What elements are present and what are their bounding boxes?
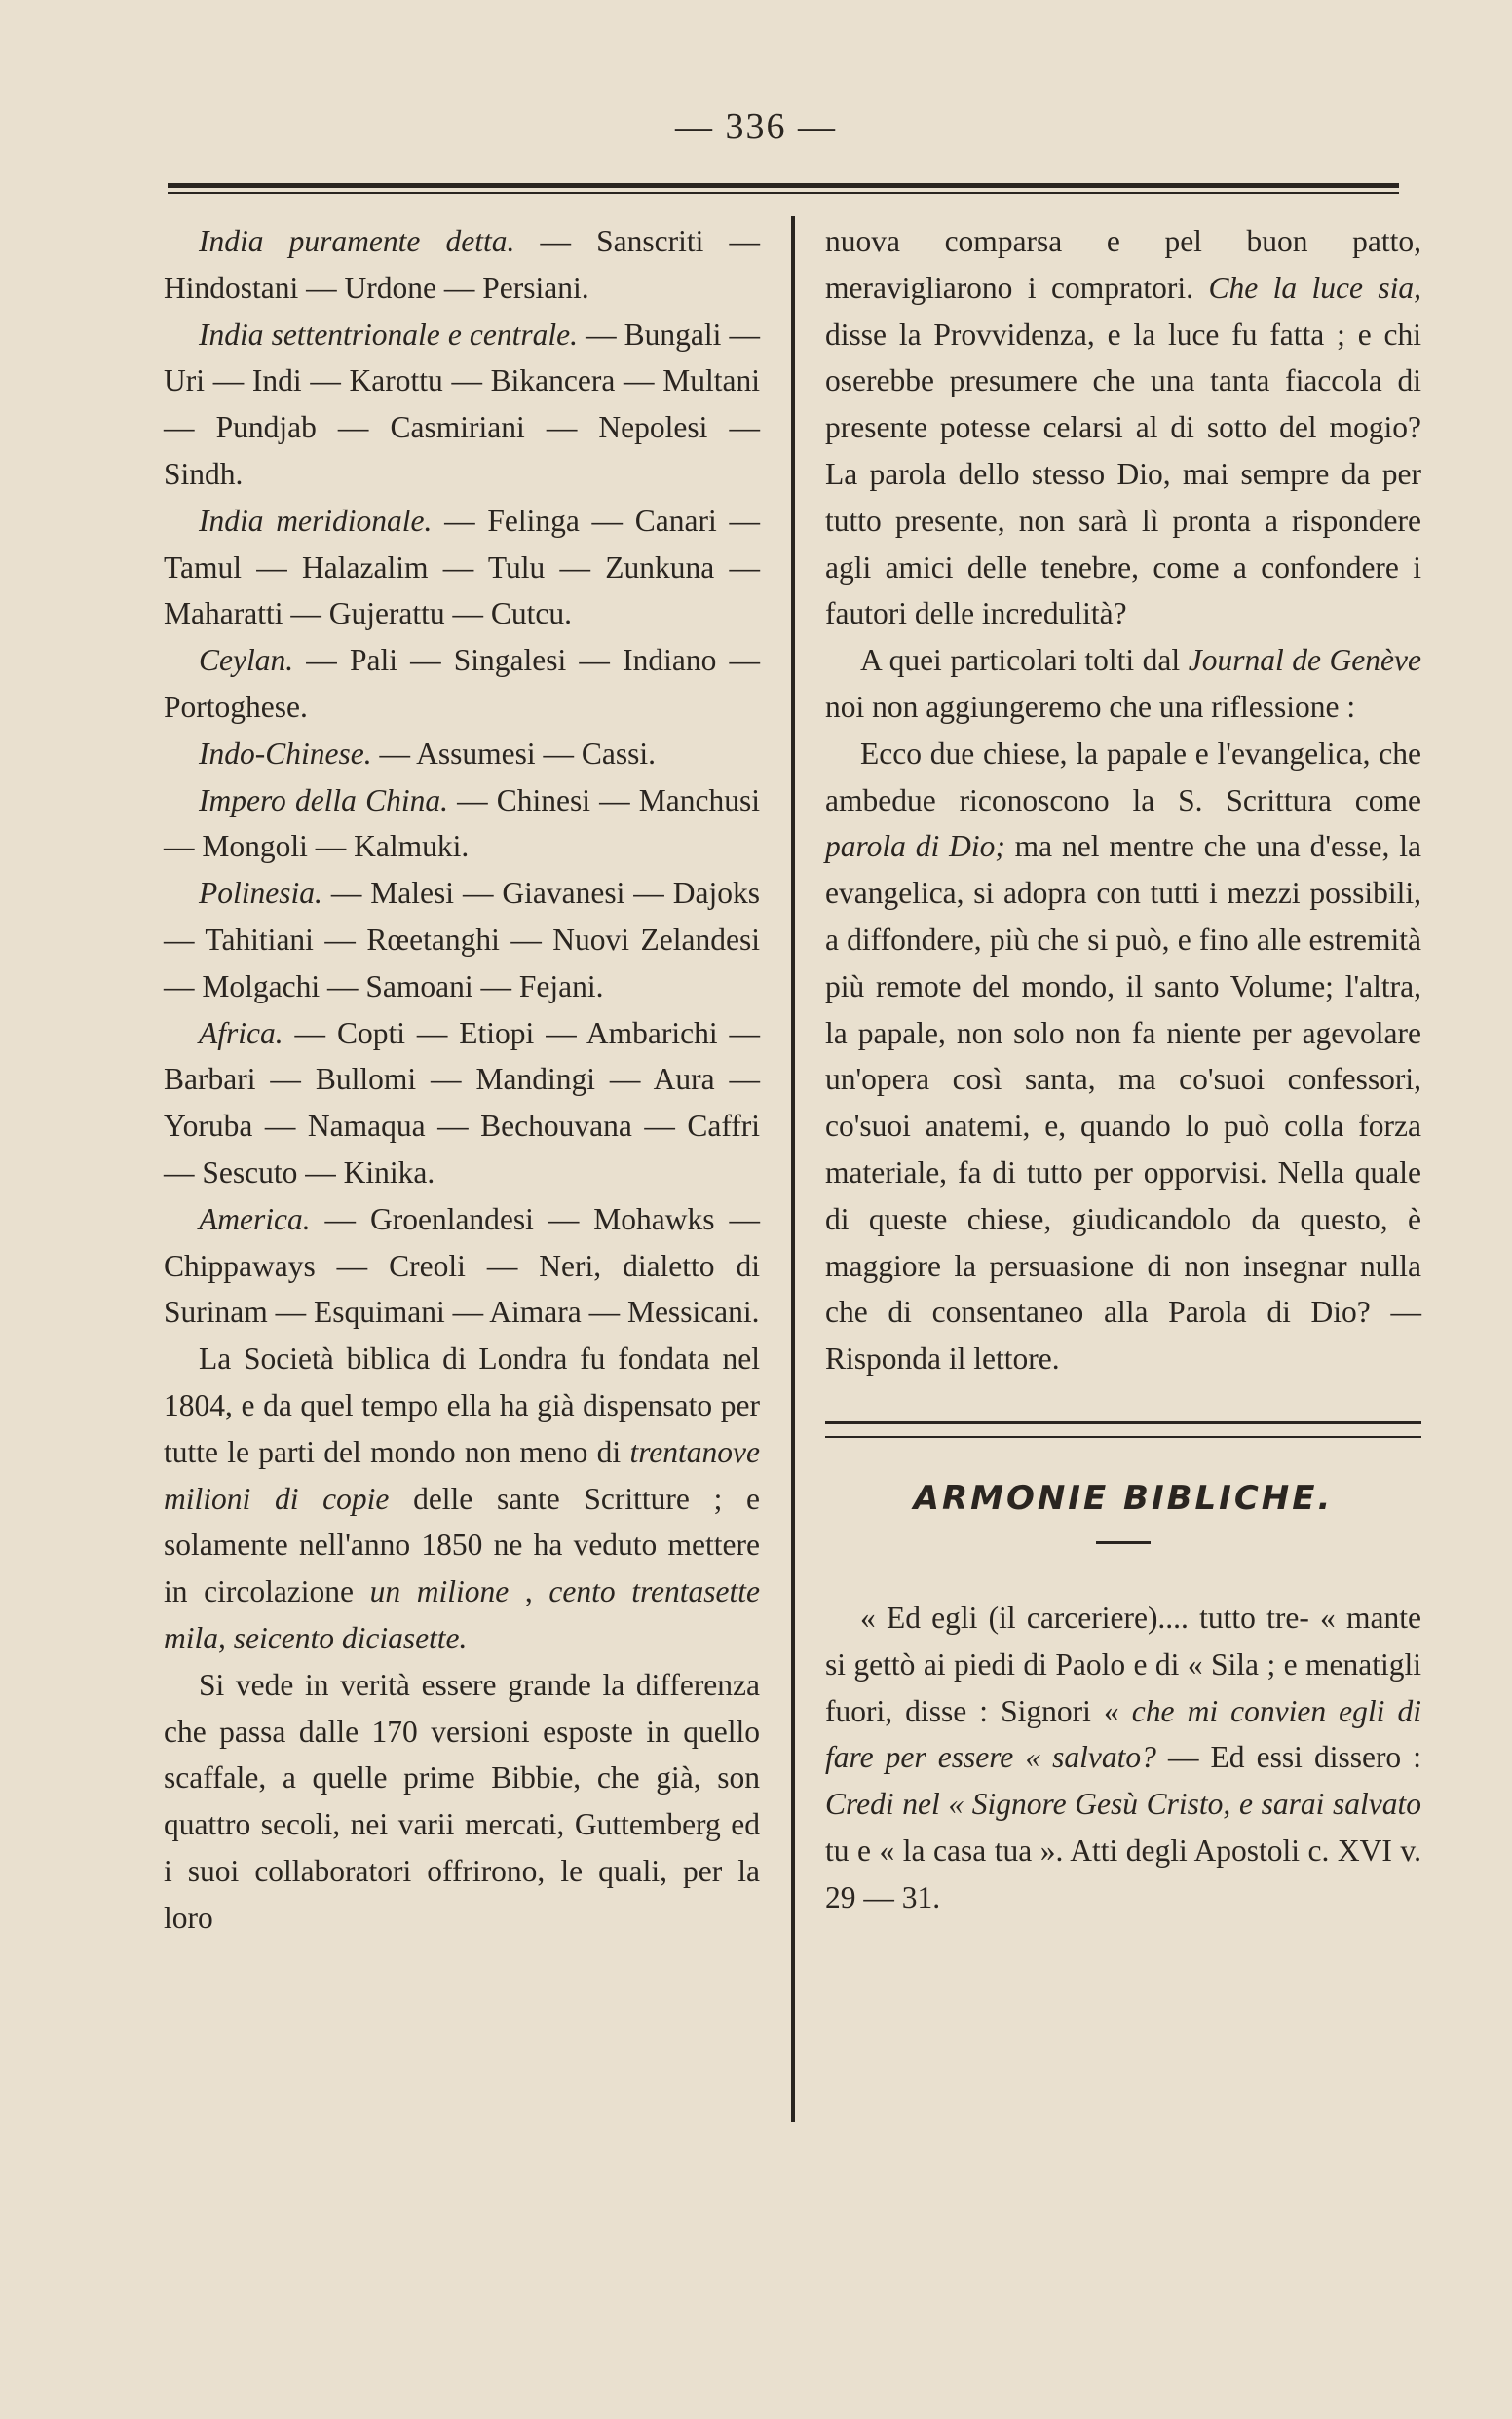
language-entry [164, 312, 760, 498]
continuation-paragraph [825, 218, 1421, 637]
language-names: — Malesi — Giavanesi — Dajoks — Tahitiani — Rœetanghi — Nuovi Zelandesi — Molgachi — Samoani — Fejani. [164, 876, 760, 1003]
churches-text-2: ma nel mentre che una d'esse, la evangelica, si adopra con tutti i mezzi possibili, a diffondere, più che si può, e fino alle estremità più remote del mondo, il santo Volume; l'altra, la papale, non solo non fa niente per agevolare un'opera così santa, ma co'suoi confessori, co'suoi anatemi, e, quando lo può colla forza materiale, fa di tutto per opporvisi. Nella quale di queste chiese, giudicandolo da questo, è maggiore la persuasione di non insegnar nulla che di consentaneo alla Parola di Dio? — Risponda il lettore. [825, 829, 1421, 1377]
left-column [164, 218, 760, 1941]
region-name: America. [199, 1201, 311, 1236]
language-entry [164, 637, 760, 731]
region-name: Indo-Chinese. [199, 736, 372, 771]
header-rule [168, 183, 1399, 188]
language-entry [164, 498, 760, 637]
language-entry [164, 731, 760, 777]
language-names: — Groenlandesi — Mohawks — Chippaways — Creoli — Neri, dialetto di Surinam — Esquimani — Aimara — Messicani. [164, 1201, 760, 1330]
quote-emphasis-2: Credi nel « Signore Gesù Cristo, e sarai salvato [825, 1787, 1421, 1822]
language-entry [164, 1196, 760, 1336]
region-name: Ceylan. [199, 643, 294, 678]
language-names: — Chinesi — Manchusi — Mongoli — Kalmuki. [164, 782, 760, 864]
region-name: India puramente detta. [199, 224, 515, 258]
churches-paragraph [825, 731, 1421, 1382]
region-name: India meridionale. [199, 503, 433, 538]
quote-paragraph [825, 1595, 1421, 1921]
language-entry [164, 1010, 760, 1196]
language-list [164, 218, 760, 1336]
language-entry [164, 218, 760, 312]
section-title: ARMONIE BIBLICHE. [913, 1478, 1334, 1518]
continuation-emphasis: Che la luce sia, [1208, 270, 1421, 305]
quote-text-1: « Ed egli (il carceriere).... tutto tre- « mante si gettò ai piedi di Paolo e di « Sila ; e menatigli fuori, disse : Signori « [825, 1600, 1421, 1728]
language-entry [164, 777, 760, 871]
language-names: — Sanscriti — Hindostani — Urdone — Persiani. [164, 224, 760, 305]
region-name: India settentrionale e centrale. [199, 317, 579, 352]
language-names: — Copti — Etiopi — Ambarichi — Barbari — Bullomi — Mandingi — Aura — Yoruba — Namaqua — Bechouvana — Caffri — Sescuto — Kinika. [164, 1015, 760, 1190]
continuation-text-2: disse la Provvidenza, e la luce fu fatta ; e chi oserebbe presumere che una tanta fiaccola di presente potesse celarsi al di sotto del mogio? La parola dello stesso Dio, mai sempre da per tutto presente, non sarà lì pronta a rispondere agli amici delle tenebre, come a confondere i fautori delle incredulità? [825, 317, 1421, 631]
quote-emphasis-1: che mi convien egli di fare per essere « salvato? [825, 1693, 1421, 1775]
region-name: Impero della China. [199, 782, 448, 817]
journal-title: Journal de Genève [1188, 643, 1421, 678]
society-paragraph [164, 1336, 760, 1662]
page-number: — 336 — [675, 106, 837, 147]
society-emphasis-3: cento trentasette mila, seicento diciasette. [164, 1574, 760, 1655]
society-emphasis-1: trentanove milioni di copie [164, 1434, 760, 1516]
language-names: — Pali — Singalesi — Indiano — Portoghese. [164, 643, 760, 724]
society-text-2: delle sante Scritture ; e solamente nell'anno 1850 ne ha veduto mettere in circolazione [164, 1481, 760, 1609]
column-divider [791, 216, 795, 2122]
journal-paragraph [825, 637, 1421, 731]
journal-text-2: noi non aggiungeremo che una riflessione : [825, 689, 1356, 724]
journal-text-1: A quei particolari tolti dal [860, 643, 1189, 678]
society-text-1: La Società biblica di Londra fu fondata nel 1804, e da quel tempo ella ha già dispensato per tutte le parti del mondo non meno di [164, 1342, 760, 1469]
title-underline [1096, 1541, 1151, 1544]
quote-text-2: — Ed essi dissero : [1155, 1740, 1422, 1775]
churches-emphasis: parola di Dio; [825, 829, 1005, 864]
language-entry [164, 870, 760, 1009]
right-column [825, 218, 1421, 1921]
language-names: — Felinga — Canari — Tamul — Halazalim — Tulu — Zunkuna — Maharatti — Gujerattu — Cutcu. [164, 503, 761, 631]
section-rule [825, 1421, 1421, 1438]
society-text-3: , [509, 1574, 549, 1609]
region-name: Polinesia. [199, 876, 322, 911]
versions-paragraph: Si vede in verità essere grande la differenza che passa dalle 170 versioni esposte in quello scaffale, a quelle prime Bibbie, che già, son quattro secoli, nei varii mercati, Guttemberg ed i suoi collaboratori offrirono, le quali, per la loro [164, 1667, 760, 1935]
continuation-text-1: nuova comparsa e pel buon patto, meravigliarono i compratori. [825, 224, 1421, 305]
language-names: — Bungali — Uri — Indi — Karottu — Bikancera — Multani — Pundjab — Casmiriani — Nepolesi — Sindh. [164, 317, 760, 491]
quote-text-3: tu e « la casa tua ». Atti degli Apostoli c. XVI v. 29 — 31. [825, 1833, 1421, 1914]
region-name: Africa. [199, 1015, 284, 1050]
language-names: — Assumesi — Cassi. [371, 736, 656, 771]
society-emphasis-2: un milione [369, 1574, 510, 1609]
bible-quote [825, 1595, 1421, 1921]
churches-text-1: Ecco due chiese, la papale e l'evangelica, che ambedue riconoscono la S. Scrittura come [825, 736, 1421, 817]
